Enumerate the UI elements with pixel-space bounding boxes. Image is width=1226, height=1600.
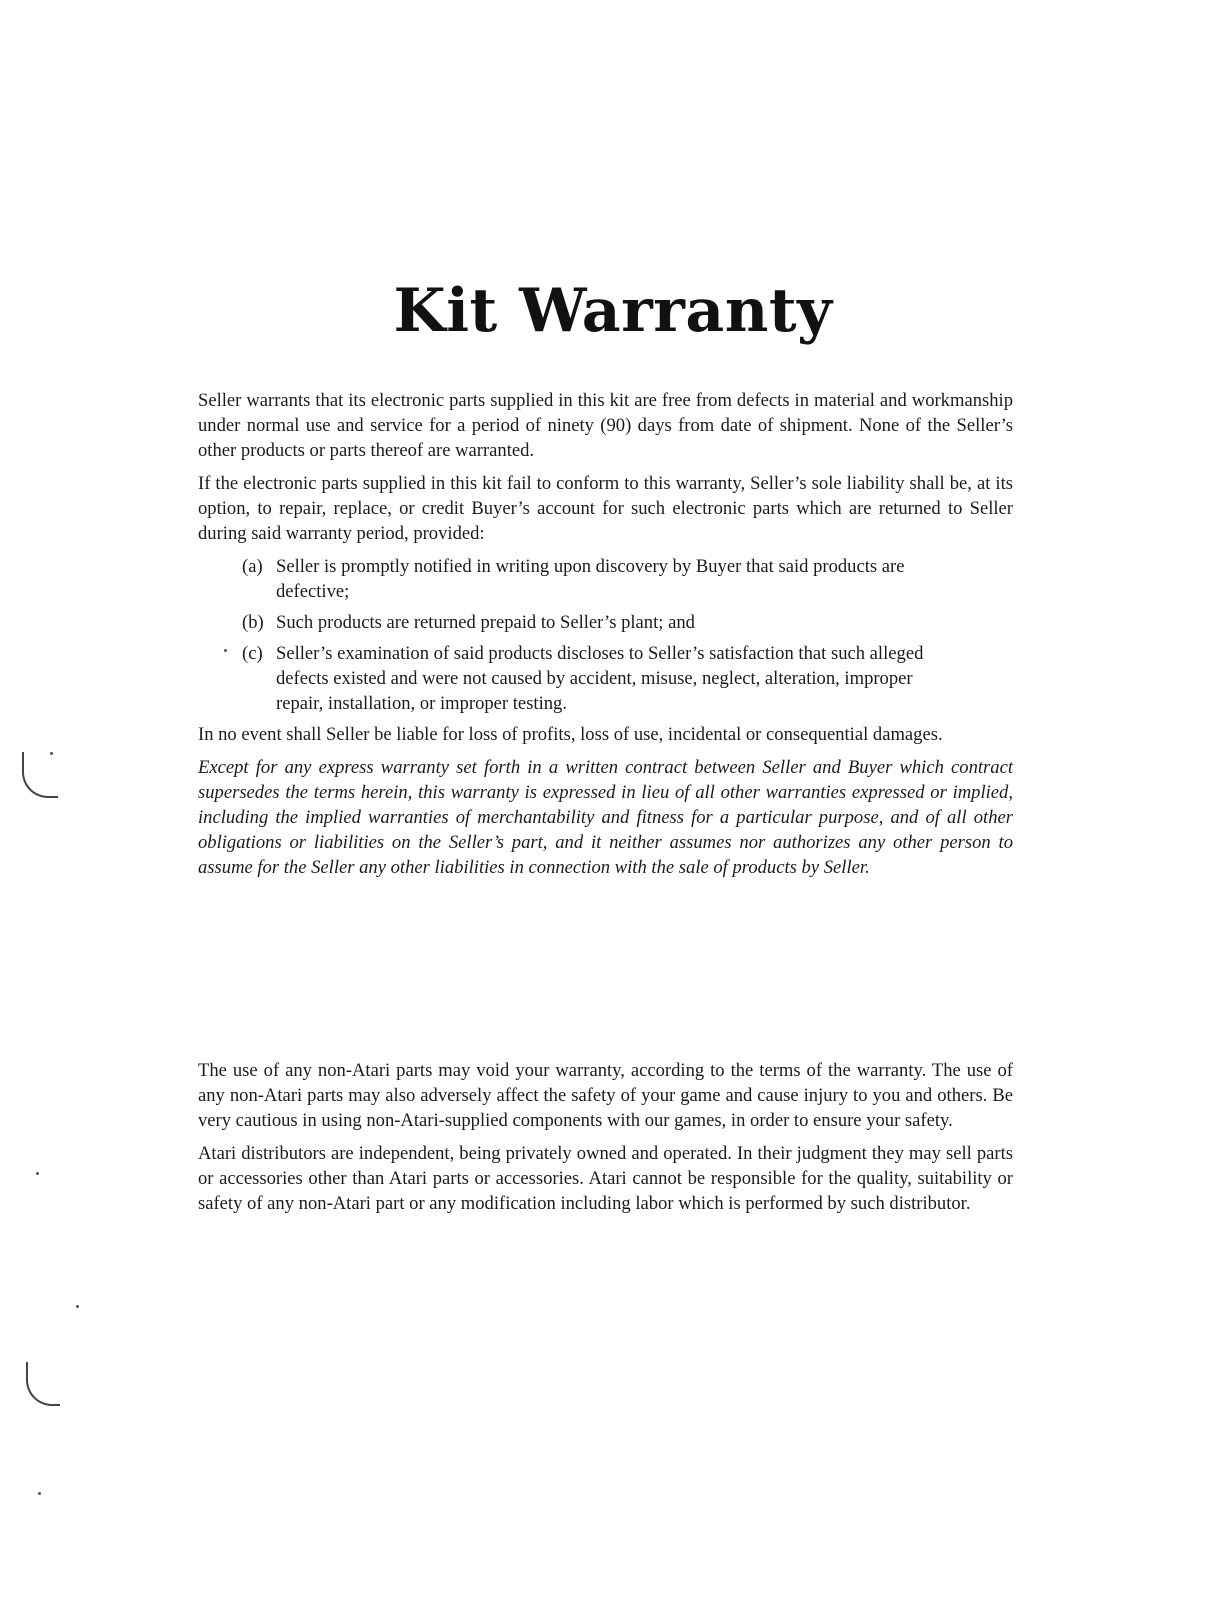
scan-speck	[76, 1305, 79, 1308]
scan-mark	[26, 1362, 60, 1406]
scan-mark	[22, 752, 58, 798]
warranty-conditions-list	[198, 554, 1013, 716]
condition-marker: (b)	[242, 612, 264, 633]
warranty-liability-paragraph: If the electronic parts supplied in this kit fail to conform to this warranty, Seller’s sole liability shall be, at its option, to repair, replace, or credit Buyer’s account for such electronic parts which are returned to Seller during said warranty period, provided:	[198, 473, 1013, 544]
scan-speck	[50, 752, 53, 755]
condition-item	[198, 610, 1013, 635]
page-title: Kit Warranty	[393, 276, 833, 346]
non-atari-parts-paragraph: The use of any non-Atari parts may void your warranty, according to the terms of the warranty. The use of any non-Atari parts may also adversely affect the safety of your game and cause injury to you and others. Be very cautious in using non-Atari-supplied components with our games, in order to ensure your safety.	[198, 1060, 1013, 1131]
condition-text: Seller’s examination of said products discloses to Seller’s satisfaction that such alleged defects existed and were not caused by accident, misuse, neglect, alteration, improper repair, installation, or improper testing.	[276, 643, 924, 714]
condition-text: Such products are returned prepaid to Seller’s plant; and	[276, 612, 695, 633]
warranty-damages-paragraph: In no event shall Seller be liable for loss of profits, loss of use, incidental or consequential damages.	[198, 724, 943, 745]
distributors-paragraph: Atari distributors are independent, being privately owned and operated. In their judgment they may sell parts or accessories other than Atari parts or accessories. Atari cannot be responsible for the quality, suitability or safety of any non-Atari part or any modification including labor which is performed by such distributor.	[198, 1143, 1013, 1214]
scan-speck	[38, 1492, 41, 1495]
condition-text: Seller is promptly notified in writing upon discovery by Buyer that said products are defective;	[276, 556, 905, 602]
warranty-section	[198, 388, 1013, 888]
condition-marker: (c)	[242, 643, 263, 664]
condition-item	[198, 554, 1013, 604]
scan-speck	[36, 1172, 39, 1175]
condition-marker: (a)	[242, 556, 263, 577]
condition-item	[198, 641, 1013, 716]
scan-speck	[224, 649, 227, 652]
warranty-intro-paragraph: Seller warrants that its electronic parts supplied in this kit are free from defects in material and workmanship under normal use and service for a period of ninety (90) days from date of shipment. None of the Seller’s other products or parts thereof are warranted.	[198, 390, 1013, 461]
warranty-disclaimer-paragraph: Except for any express warranty set forth in a written contract between Seller and Buyer which contract supersedes the terms herein, this warranty is expressed in lieu of all other warranties expressed or implied, including the implied warranties of merchantability and fitness for a particular purpose, and of all other obligations or liabilities on the Seller’s part, and it neither assumes nor authorizes any other person to assume for the Seller any other liabilities in connection with the sale of products by Seller.	[198, 757, 1013, 878]
notices-section	[198, 1058, 1013, 1224]
